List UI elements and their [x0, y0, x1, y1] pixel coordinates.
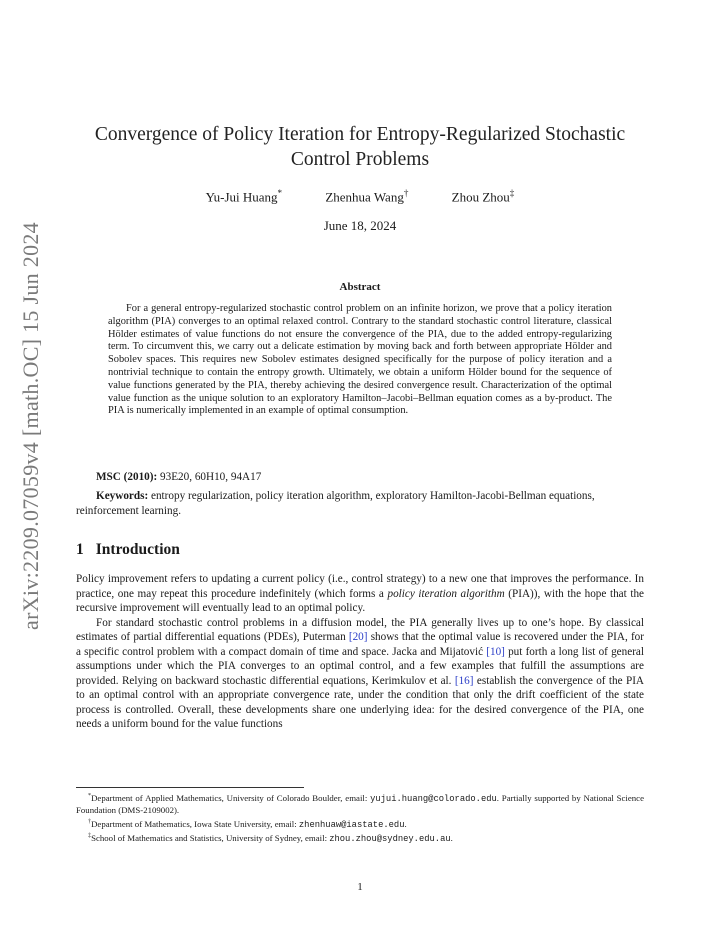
msc-value: 93E20, 60H10, 94A17: [160, 471, 262, 483]
footnotes: [76, 791, 644, 846]
paragraph: Policy improvement refers to updating a current policy (i.e., control strategy) to a new one that improves the performance. In practice, one may repeat this procedure indefinitely (which forms a policy iteration algorithm (PIA)), with the hope that the recursive improvement will eventually lead to an optimal policy.: [76, 573, 645, 614]
footnote: *Department of Applied Mathematics, University of Colorado Boulder, email: yujui.huang@colorado.edu. Partially supported by National Science Foundation (DMS-2109002).: [76, 792, 644, 816]
section-heading: 1 Introduction: [76, 541, 180, 558]
msc-label: MSC (2010):: [96, 471, 158, 483]
paper-title: Convergence of Policy Iteration for Entropy-Regularized Stochastic Control Problems: [94, 124, 626, 170]
arxiv-identifier: arXiv:2209.07059v4 [math.OC] 15 Jun 2024: [18, 222, 43, 630]
author: Zhenhua Wang†: [325, 188, 409, 205]
msc-line: [76, 470, 644, 485]
keywords-value: entropy regularization, policy iteration algorithm, exploratory Hamilton-Jacobi-Bellman equations, reinforcement learning.: [76, 490, 595, 517]
keywords-label: Keywords:: [96, 490, 149, 502]
introduction-body: [76, 572, 644, 732]
paragraph: For standard stochastic control problems in a diffusion model, the PIA generally lives up to one’s hope. By classical estimates of partial differential equations (PDEs), Puterman [20] shows that the optimal value is recovered under the PIA, for a specific control problem with a compact domain of time and space. Jacka and Mijatović [10] put forth a long list of general assumptions under which the PIA converges to an optimal control, and a few examples that fulfill the assumptions are provided. Relying on backward stochastic differential equations, Kerimkulov et al. [16] establish the convergence of the PIA to an optimal control with an appropriate convergence rate, under the condition that only the drift coefficient of the state process is controlled. Overall, these developments share one underlying idea: for the desired convergence of the PIA, one needs a uniform bound for the value functions: [76, 616, 644, 730]
citation-link[interactable]: [16]: [454, 674, 474, 687]
abstract-text: For a general entropy-regularized stochastic control problem on an infinite horizon, we prove that a policy iteration algorithm (PIA) converges to an optimal relaxed control. Contrary to the standard stochastic control literature, classical Hölder estimates of value functions do not ensure the convergence of the PIA, due to the added entropy-regularizing term. To circumvent this, we carry out a delicate estimation by moving back and forth between appropriate Hölder and Sobolev spaces. This requires new Sobolev estimates designed specifically for the purpose of policy iteration and a nontrivial technique to contain the entropy growth. Ultimately, we obtain a uniform Hölder bound for the sequence of value functions generated by the PIA, thereby achieving the desired convergence result. Characterization of the optimal value function as the unique solution to an exploratory Hamilton–Jacobi–Bellman equation comes as a by-product. The PIA is numerically implemented in an example of optimal consumption.: [108, 303, 612, 417]
paper-date: June 18, 2024: [323, 218, 397, 233]
page-number: 1: [357, 881, 363, 893]
citation-link[interactable]: [10]: [486, 645, 505, 658]
abstract-heading: Abstract: [339, 281, 381, 293]
footnote-rule: [76, 787, 304, 788]
citation-link[interactable]: [20]: [348, 631, 368, 643]
keywords-line: [76, 489, 644, 519]
author: Yu-Jui Huang*: [205, 188, 283, 205]
footnote: ‡School of Mathematics and Statistics, University of Sydney, email: zhou.zhou@sydney.edu.au.: [88, 833, 453, 845]
author-list: [76, 188, 644, 205]
footnote: †Department of Mathematics, Iowa State University, email: zhenhuaw@iastate.edu.: [88, 818, 407, 830]
author: Zhou Zhou‡: [451, 188, 515, 205]
